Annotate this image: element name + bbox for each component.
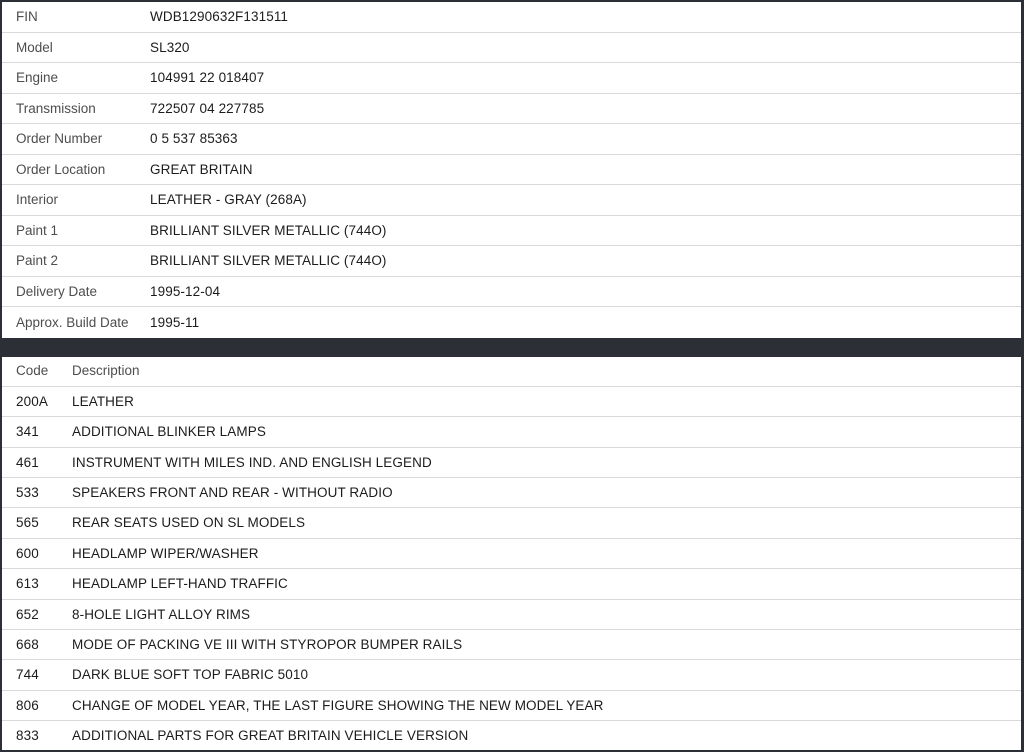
option-description: REAR SEATS USED ON SL MODELS [72,515,306,531]
spec-label: Order Number [16,131,103,146]
spec-row [2,33,1021,64]
codes-header-row [2,357,1021,387]
option-description: SPEAKERS FRONT AND REAR - WITHOUT RADIO [72,485,393,500]
spec-row [2,185,1021,216]
spec-label: Order Location [16,161,106,177]
spec-row [2,277,1021,308]
option-code: 652 [16,606,39,622]
spec-row [2,63,1021,94]
spec-label: FIN [16,9,38,24]
code-row [2,387,1021,417]
spec-label: Model [16,39,53,55]
option-description: HEADLAMP WIPER/WASHER [72,545,259,561]
option-description: MODE OF PACKING VE III WITH STYROPOR BUMPER RAILS [72,636,463,652]
spec-value: 1995-11 [150,314,200,330]
spec-value: SL320 [150,39,190,55]
option-description: INSTRUMENT WITH MILES IND. AND ENGLISH LEGEND [72,454,432,470]
code-row [2,539,1021,569]
option-codes-table [2,357,1021,752]
spec-label: Paint 2 [16,253,59,268]
option-code: 565 [16,515,39,531]
option-code: 613 [16,576,39,592]
section-divider-bar [2,338,1021,357]
option-description: 8-HOLE LIGHT ALLOY RIMS [72,606,251,622]
spec-row [2,155,1021,186]
spec-row [2,246,1021,277]
code-column-header: Code [16,363,49,379]
spec-value: BRILLIANT SILVER METALLIC (744O) [150,253,387,268]
code-row [2,448,1021,478]
code-row [2,478,1021,508]
spec-label: Paint 1 [16,222,59,238]
option-description: DARK BLUE SOFT TOP FABRIC 5010 [72,667,309,683]
code-row [2,721,1021,751]
option-code: 744 [16,667,39,683]
spec-value: LEATHER - GRAY (268A) [150,192,307,207]
description-column-header: Description [72,363,140,379]
option-code: 668 [16,636,39,652]
code-row [2,630,1021,660]
spec-row [2,124,1021,155]
option-code: 600 [16,545,39,561]
spec-value: 722507 04 227785 [150,100,265,116]
spec-row [2,216,1021,247]
spec-row [2,2,1021,33]
option-description: CHANGE OF MODEL YEAR, THE LAST FIGURE SHOWING THE NEW MODEL YEAR [72,697,604,713]
option-code: 533 [16,485,39,500]
option-description: LEATHER [72,393,134,409]
spec-value: GREAT BRITAIN [150,161,253,177]
spec-value: WDB1290632F131511 [150,9,289,24]
code-row [2,417,1021,447]
vehicle-spec-table [2,2,1021,338]
option-code: 806 [16,697,39,713]
spec-label: Approx. Build Date [16,314,129,330]
spec-label: Engine [16,70,59,85]
spec-row [2,94,1021,125]
option-description: HEADLAMP LEFT-HAND TRAFFIC [72,576,288,592]
spec-label: Transmission [16,100,96,116]
option-code: 341 [16,424,39,440]
spec-value: 0 5 537 85363 [150,131,238,146]
code-row [2,600,1021,630]
option-code: 200A [16,393,48,409]
option-description: ADDITIONAL PARTS FOR GREAT BRITAIN VEHICLE VERSION [72,728,469,744]
option-code: 461 [16,454,39,470]
code-row [2,691,1021,721]
spec-value: 1995-12-04 [150,283,221,299]
spec-label: Delivery Date [16,283,98,299]
code-row [2,508,1021,538]
option-code: 833 [16,728,39,744]
spec-row [2,307,1021,338]
spec-label: Interior [16,192,59,207]
option-description: ADDITIONAL BLINKER LAMPS [72,424,266,440]
spec-value: 104991 22 018407 [150,70,265,85]
spec-value: BRILLIANT SILVER METALLIC (744O) [150,222,387,238]
code-row [2,660,1021,690]
code-row [2,569,1021,599]
